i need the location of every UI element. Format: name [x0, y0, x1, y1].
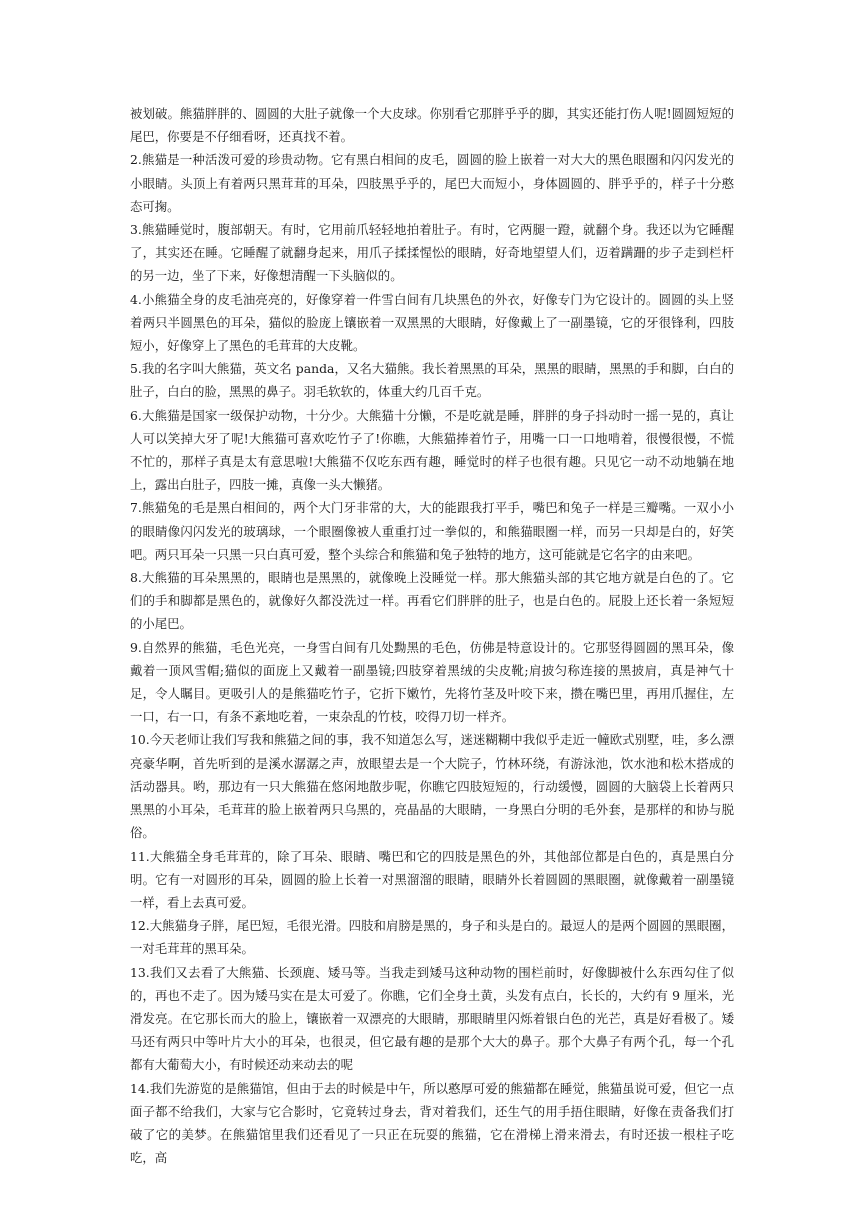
paragraph-3: 3.熊猫睡觉时，腹部朝天。有时，它用前爪轻轻地拍着肚子。有时，它两腿一蹬，就翻个身。我还以为它睡醒了，其实还在睡。它睡醒了就翻身起来，用爪子揉揉惺忪的眼睛，好奇地望望人们，迈着蹒跚的步子走到栏杆的另一边，坐了下来，好像想清醒一下头脑似的。: [130, 222, 734, 284]
paragraph-7: 7.熊猫兔的毛是黑白相间的，两个大门牙非常的大，大的能跟我打平手，嘴巴和兔子一样是三瓣嘴。一双小小的眼睛像闪闪发光的玻璃球，一个眼圈像被人重重打过一拳似的，和熊猫眼圈一样，而另一只却是白的，好笑吧。两只耳朵一只黑一只白真可爱，整个头综合和熊猫和兔子独特的地方，这可能就是它名字的由来吧。: [130, 500, 734, 562]
paragraph-14: 14.我们先游览的是熊猫馆，但由于去的时候是中午，所以憨厚可爱的熊猫都在睡觉，熊猫虽说可爱，但它一点面子都不给我们，大家与它合影时，它竟转过身去，背对着我们，还生气的用手捂住眼睛，好像在责备我们打破了它的美梦。在熊猫馆里我们还看见了一只正在玩耍的熊猫，它在滑梯上滑来滑去，有时还拔一根柱子吃吃，高: [130, 1080, 734, 1166]
paragraph-5: 5.我的名字叫大熊猫，英文名 panda，又名大猫熊。我长着黑黑的耳朵，黑黑的眼睛，黑黑的手和脚，白白的肚子，白白的脸，黑黑的鼻子。羽毛软软的，体重大约几百千克。: [130, 361, 734, 400]
paragraph-9: 9.自然界的熊猫，毛色光亮，一身雪白间有几处黝黑的毛色，仿佛是特意设计的。它那竖得圆圆的黑耳朵，像戴着一顶风雪帽;猫似的面庞上又戴着一副墨镜;四肢穿着黑绒的尖皮靴;肩披匀称连接的黑披肩，真是神气十足，令人瞩目。更吸引人的是熊猫吃竹子，它折下嫩竹，先将竹茎及叶咬下来，攒在嘴巴里，再用爪握住，左一口，右一口，有条不紊地吃着，一束杂乱的竹枝，咬得刀切一样齐。: [130, 639, 734, 725]
paragraph-2: 2.熊猫是一种活泼可爱的珍贵动物。它有黑白相间的皮毛，圆圆的脸上嵌着一对大大的黑色眼圈和闪闪发光的小眼睛。头顶上有着两只黑茸茸的耳朵，四肢黑乎乎的，尾巴大而短小，身体圆圆的、胖乎乎的，样子十分憨态可掬。: [130, 152, 734, 214]
paragraph-8: 8.大熊猫的耳朵黑黑的，眼睛也是黑黑的，就像晚上没睡觉一样。那大熊猫头部的其它地方就是白色的了。它们的手和脚都是黑色的，就像好久都没洗过一样。再看它们胖胖的肚子，也是白色的。屁股上还长着一条短短的小尾巴。: [130, 570, 734, 632]
paragraph-continuation: 被划破。熊猫胖胖的、圆圆的大肚子就像一个大皮球。你别看它那胖乎乎的脚，其实还能打伤人呢!圆圆短短的尾巴，你要是不仔细看呀，还真找不着。: [130, 106, 734, 145]
paragraph-12: 12.大熊猫身子胖，尾巴短，毛很光滑。四肢和肩膀是黑的，身子和头是白的。最逗人的是两个圆圆的黑眼圈，一对毛茸茸的黑耳朵。: [130, 918, 734, 957]
paragraph-6: 6.大熊猫是国家一级保护动物，十分少。大熊猫十分懒，不是吃就是睡，胖胖的身子抖动时一摇一晃的，真让人可以笑掉大牙了呢!大熊猫可喜欢吃竹子了!你瞧，大熊猫捧着竹子，用嘴一口一口地啃着，很慢很慢，不慌不忙的，那样子真是太有意思啦!大熊猫不仅吃东西有趣，睡觉时的样子也很有趣。只见它一动不动地躺在地上，露出白肚子，四肢一摊，真像一头大懒猪。: [130, 407, 734, 493]
paragraph-11: 11.大熊猫全身毛茸茸的，除了耳朵、眼睛、嘴巴和它的四肢是黑色的外，其他部位都是白色的，真是黑白分明。它有一对圆形的耳朵，圆圆的脸上长着一对黑溜溜的眼睛，眼睛外长着圆圆的黑眼圈，就像戴着一副墨镜一样，看上去真可爱。: [130, 848, 734, 910]
document-body: [130, 102, 734, 1169]
paragraph-13: 13.我们又去看了大熊猫、长颈鹿、矮马等。当我走到矮马这种动物的围栏前时，好像脚被什么东西勾住了似的，再也不走了。因为矮马实在是太可爱了。你瞧，它们全身土黄，头发有点白，长长的，大约有 9 厘米，光滑发亮。在它那长而大的脸上，镶嵌着一双漂亮的大眼睛，那眼睛里闪烁着银白色的光芒，真是好看极了。矮马还有两只中等叶片大小的耳朵，也很灵，但它最有趣的是那个大大的鼻子。那个大鼻子有两个孔，每一个孔都有大葡萄大小，有时候还动来动去的呢: [130, 964, 734, 1073]
paragraph-4: 4.小熊猫全身的皮毛油亮亮的，好像穿着一件雪白间有几块黑色的外衣，好像专门为它设计的。圆圆的头上竖着两只半圆黑色的耳朵，猫似的脸庞上镶嵌着一双黑黑的大眼睛，好像戴上了一副墨镜，它的牙很锋利，四肢短小，好像穿上了黑色的毛茸茸的大皮靴。: [130, 291, 734, 354]
paragraph-10: 10.今天老师让我们写我和熊猫之间的事，我不知道怎么写，迷迷糊糊中我似乎走近一幢欧式别墅，哇，多么漂亮豪华啊，首先听到的是溪水潺潺之声，放眼望去是一个大院子，竹林环绕，有游泳池，饮水池和松木搭成的活动器具。哟，那边有一只大熊猫在悠闲地散步呢，你瞧它四肢短短的，行动缓慢，圆圆的大脑袋上长着两只黑黑的小耳朵，毛茸茸的脸上嵌着两只乌黑的，亮晶晶的大眼睛，一身黑白分明的毛外套，是那样的和协与脱俗。: [130, 732, 734, 841]
